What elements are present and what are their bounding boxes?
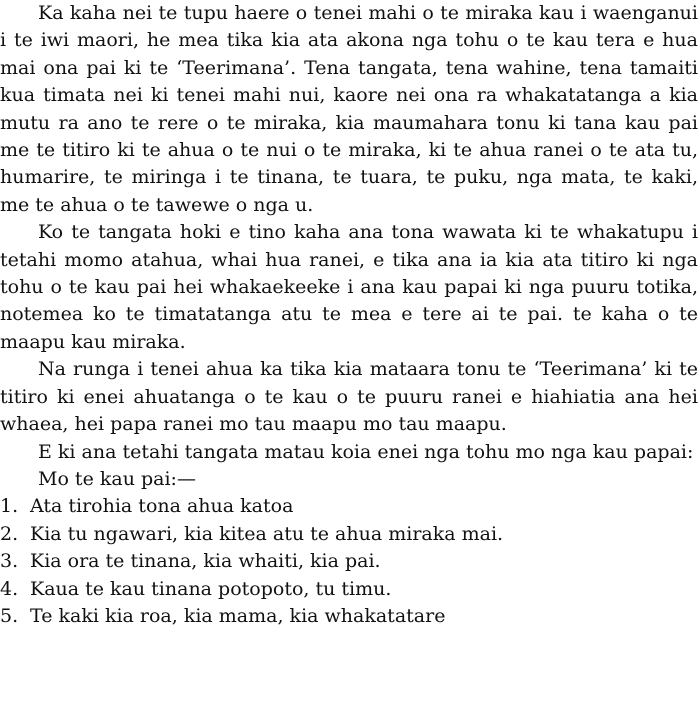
list-item-text: Kaua te kau tinana potopoto, tu timu. [30, 577, 392, 600]
numbered-list [0, 493, 700, 630]
list-item-number: 1. [0, 495, 19, 518]
list-item-text: Ata tirohia tona ahua katoa [30, 495, 294, 518]
list-item [0, 521, 700, 548]
list-item-number: 2. [0, 522, 19, 545]
list-item [0, 603, 700, 630]
list-item-text: Kia tu ngawari, kia kitea atu te ahua miraka mai. [30, 522, 504, 545]
list-item-number: 4. [0, 577, 19, 600]
paragraph-4: E ki ana tetahi tangata matau koia enei nga tohu mo nga kau papai: [38, 440, 694, 463]
paragraph-2: Ko te tangata hoki e tino kaha ana tona wawata ki te whakatupu i tetahi momo atahua, whai hua ranei, e tika ana ia kia ata titiro ki nga tohu o te kau pai hei whakaekeeke i ana kau papai ki nga puuru totika, notemea ko te timatatanga atu te mea e tere ai te pai. te kaha o te maapu kau miraka. [0, 221, 698, 353]
list-item [0, 493, 700, 520]
list-item-number: 5. [0, 604, 19, 627]
list-item [0, 576, 700, 603]
list-item-number: 3. [0, 550, 19, 573]
paragraph-1: Ka kaha nei te tupu haere o tenei mahi o te miraka kau i waenganui i te iwi maori, he mea tika kia ata akona nga tohu o te kau tera e hua mai ona pai ki te ‘Teerimana’. Tena tangata, tena wahine, tena tamaiti kua timata nei ki tenei mahi nui, kaore nei ona ra whakatatanga a kia mutu ra ano te rere o te miraka, kia maumahara tonu ki tana kau pai me te titiro ki te ahua o te nui o te miraka, ki te ahua ranei o te ata tu, humarire, te miringa i te tinana, te tuara, te puku, nga mata, te kaki, me te ahua o te tawewe o nga u. [0, 2, 698, 216]
list-item-text: Te kaki kia roa, kia mama, kia whakatatare [30, 604, 446, 627]
list-item-text: Kia ora te tinana, kia whaiti, kia pai. [30, 550, 381, 573]
list-item [0, 548, 700, 575]
paragraph-3: Na runga i tenei ahua ka tika kia mataara tonu te ‘Teerimana’ ki te titiro ki enei ahuatanga o te kau o te puuru ranei e hiahiatia ana hei whaea, hei papa ranei mo tau maapu mo tau maapu. [0, 358, 698, 436]
list-intro: Mo te kau pai:— [38, 467, 196, 490]
